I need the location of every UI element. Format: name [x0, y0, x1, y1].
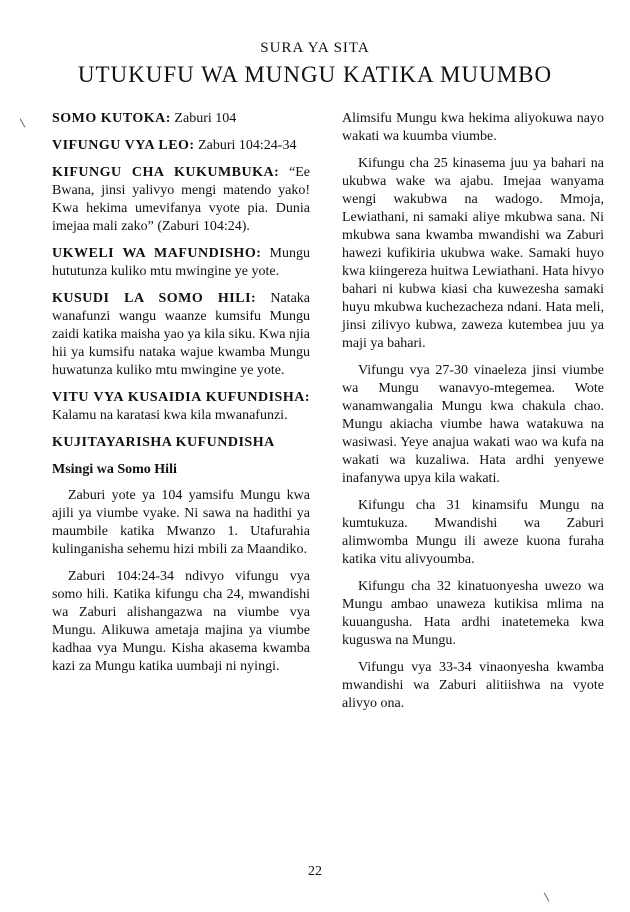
- subsection-heading: Msingi wa Somo Hili: [52, 462, 177, 477]
- body-paragraph: Vifungu vya 27-30 vinaeleza jinsi viumbe wa Mungu wanavyo-mtegemea. Wote wanamwangalia Mungu kwa chakula chao. Mungu akiacha viumbe hawa watakuwa na wasiwasi. Yeye anajua wakati wao wa kufa na wakati wa kuzaliwa. Hata ardhi yenyewe inafanywa upya kila wakati.: [342, 363, 604, 486]
- section-heading: KUJITAYARISHA KUFUNDISHA: [52, 435, 275, 450]
- somo-label: SOMO KUTOKA:: [52, 111, 171, 126]
- ukweli-label: UKWELI WA MAFUNDISHO:: [52, 246, 262, 261]
- scan-mark: [20, 118, 26, 127]
- vifungu-vya-leo: [52, 137, 310, 155]
- body-paragraph: Vifungu vya 33-34 vinaonyesha kwamba mwandishi wa Zaburi alitiishwa na vyote alivyo ona.: [342, 660, 604, 711]
- kifungu-cha-kukumbuka: [52, 164, 310, 236]
- right-column: [342, 110, 604, 722]
- left-column: [52, 110, 310, 685]
- somo-text: Zaburi 104: [174, 111, 237, 126]
- kukumbuka-label: KIFUNGU CHA KUKUMBUKA:: [52, 165, 280, 180]
- body-paragraph: Zaburi yote ya 104 yamsifu Mungu kwa ajili ya viumbe vyake. Ni sawa na hadithi ya maumbile katika Mwanzo 1. Utafurahia kulinganisha sehemu hizi mbili za Maandiko.: [52, 488, 310, 557]
- vitu-text: Kalamu na karatasi kwa kila mwanafunzi.: [52, 408, 288, 423]
- body-paragraph: Kifungu cha 32 kinatuonyesha uwezo wa Mungu ambao unaweza kutikisa mlima na kuuangusha. Hata ardhi inatetemeka kwa kuguswa na Mungu.: [342, 579, 604, 648]
- kusudi-la-somo: [52, 290, 310, 380]
- body-paragraph: Kifungu cha 25 kinasema juu ya bahari na ukubwa wake wa ajabu. Imejaa wanyama wengi wakubwa na wadogo. Mmoja, Lewiathani, ni samaki aliye mkubwa sana. Ni mkubwa sana kwamba mwandishi wa Zaburi hawezi kufikiria ukubwa wake. Samaki huyo kwa kiingereza huitwa Lewiathani. Hata hivyo bahari ni kubwa kiasi cha kuwezesha samaki huyu mkubwa kuchezacheza ndani. Hata meli, jinsi zilivyo kubwa, zaweza kutembea juu ya maji ya bahari.: [342, 156, 605, 351]
- page-title: UTUKUFU WA MUNGU KATIKA MUUMBO: [77, 62, 553, 87]
- body-paragraph: Kifungu cha 31 kinamsifu Mungu na kumtukuza. Mwandishi wa Zaburi alimwomba Mungu ili aweze kuona furaha katika vitu alivyoumba.: [342, 498, 604, 567]
- vifungu-text: Zaburi 104:24-34: [198, 138, 297, 153]
- chapter-label: SURA YA SITA: [260, 40, 370, 56]
- vitu-label: VITU VYA KUSAIDIA KUFUNDISHA:: [52, 390, 310, 405]
- kusudi-text: Nataka wanafunzi wangu waanze kumsifu Mungu zaidi katika maisha yao ya kila siku. Kwa njia hii ya kumsifu nataka wajue kwamba Mungu huwatunza kuliko mtu mwingine ye yote.: [52, 291, 311, 378]
- scan-mark: [544, 892, 550, 901]
- body-paragraph: Zaburi 104:24-34 ndivyo vifungu vya somo hili. Katika kifungu cha 24, mwandishi wa Zaburi alishangazwa na viumbe vya Mungu. Alikuwa ametaja majina ya viumbe kadhaa vya Mungu. Kisha akasema kwamba kazi za Mungu katika uumbaji ni nyingi.: [52, 569, 310, 674]
- vitu-vya-kusaidia: [52, 389, 310, 425]
- page-number: 22: [308, 864, 322, 879]
- body-paragraph: Alimsifu Mungu kwa hekima aliyokuwa nayo wakati wa kuumba viumbe.: [342, 111, 604, 144]
- somo-kutoka: [52, 110, 310, 128]
- ukweli-wa-mafundisho: [52, 245, 310, 281]
- kukumbuka-text: “Ee Bwana, jinsi yalivyo mengi matendo yako! Kwa hekima umevifanya vyote pia. Dunia imejaa mali zako” (Zaburi 104:24).: [52, 165, 310, 234]
- vifungu-label: VIFUNGU VYA LEO:: [52, 138, 195, 153]
- kusudi-label: KUSUDI LA SOMO HILI:: [52, 291, 257, 306]
- ukweli-text: Mungu hututunza kuliko mtu mwingine ye yote.: [52, 246, 310, 279]
